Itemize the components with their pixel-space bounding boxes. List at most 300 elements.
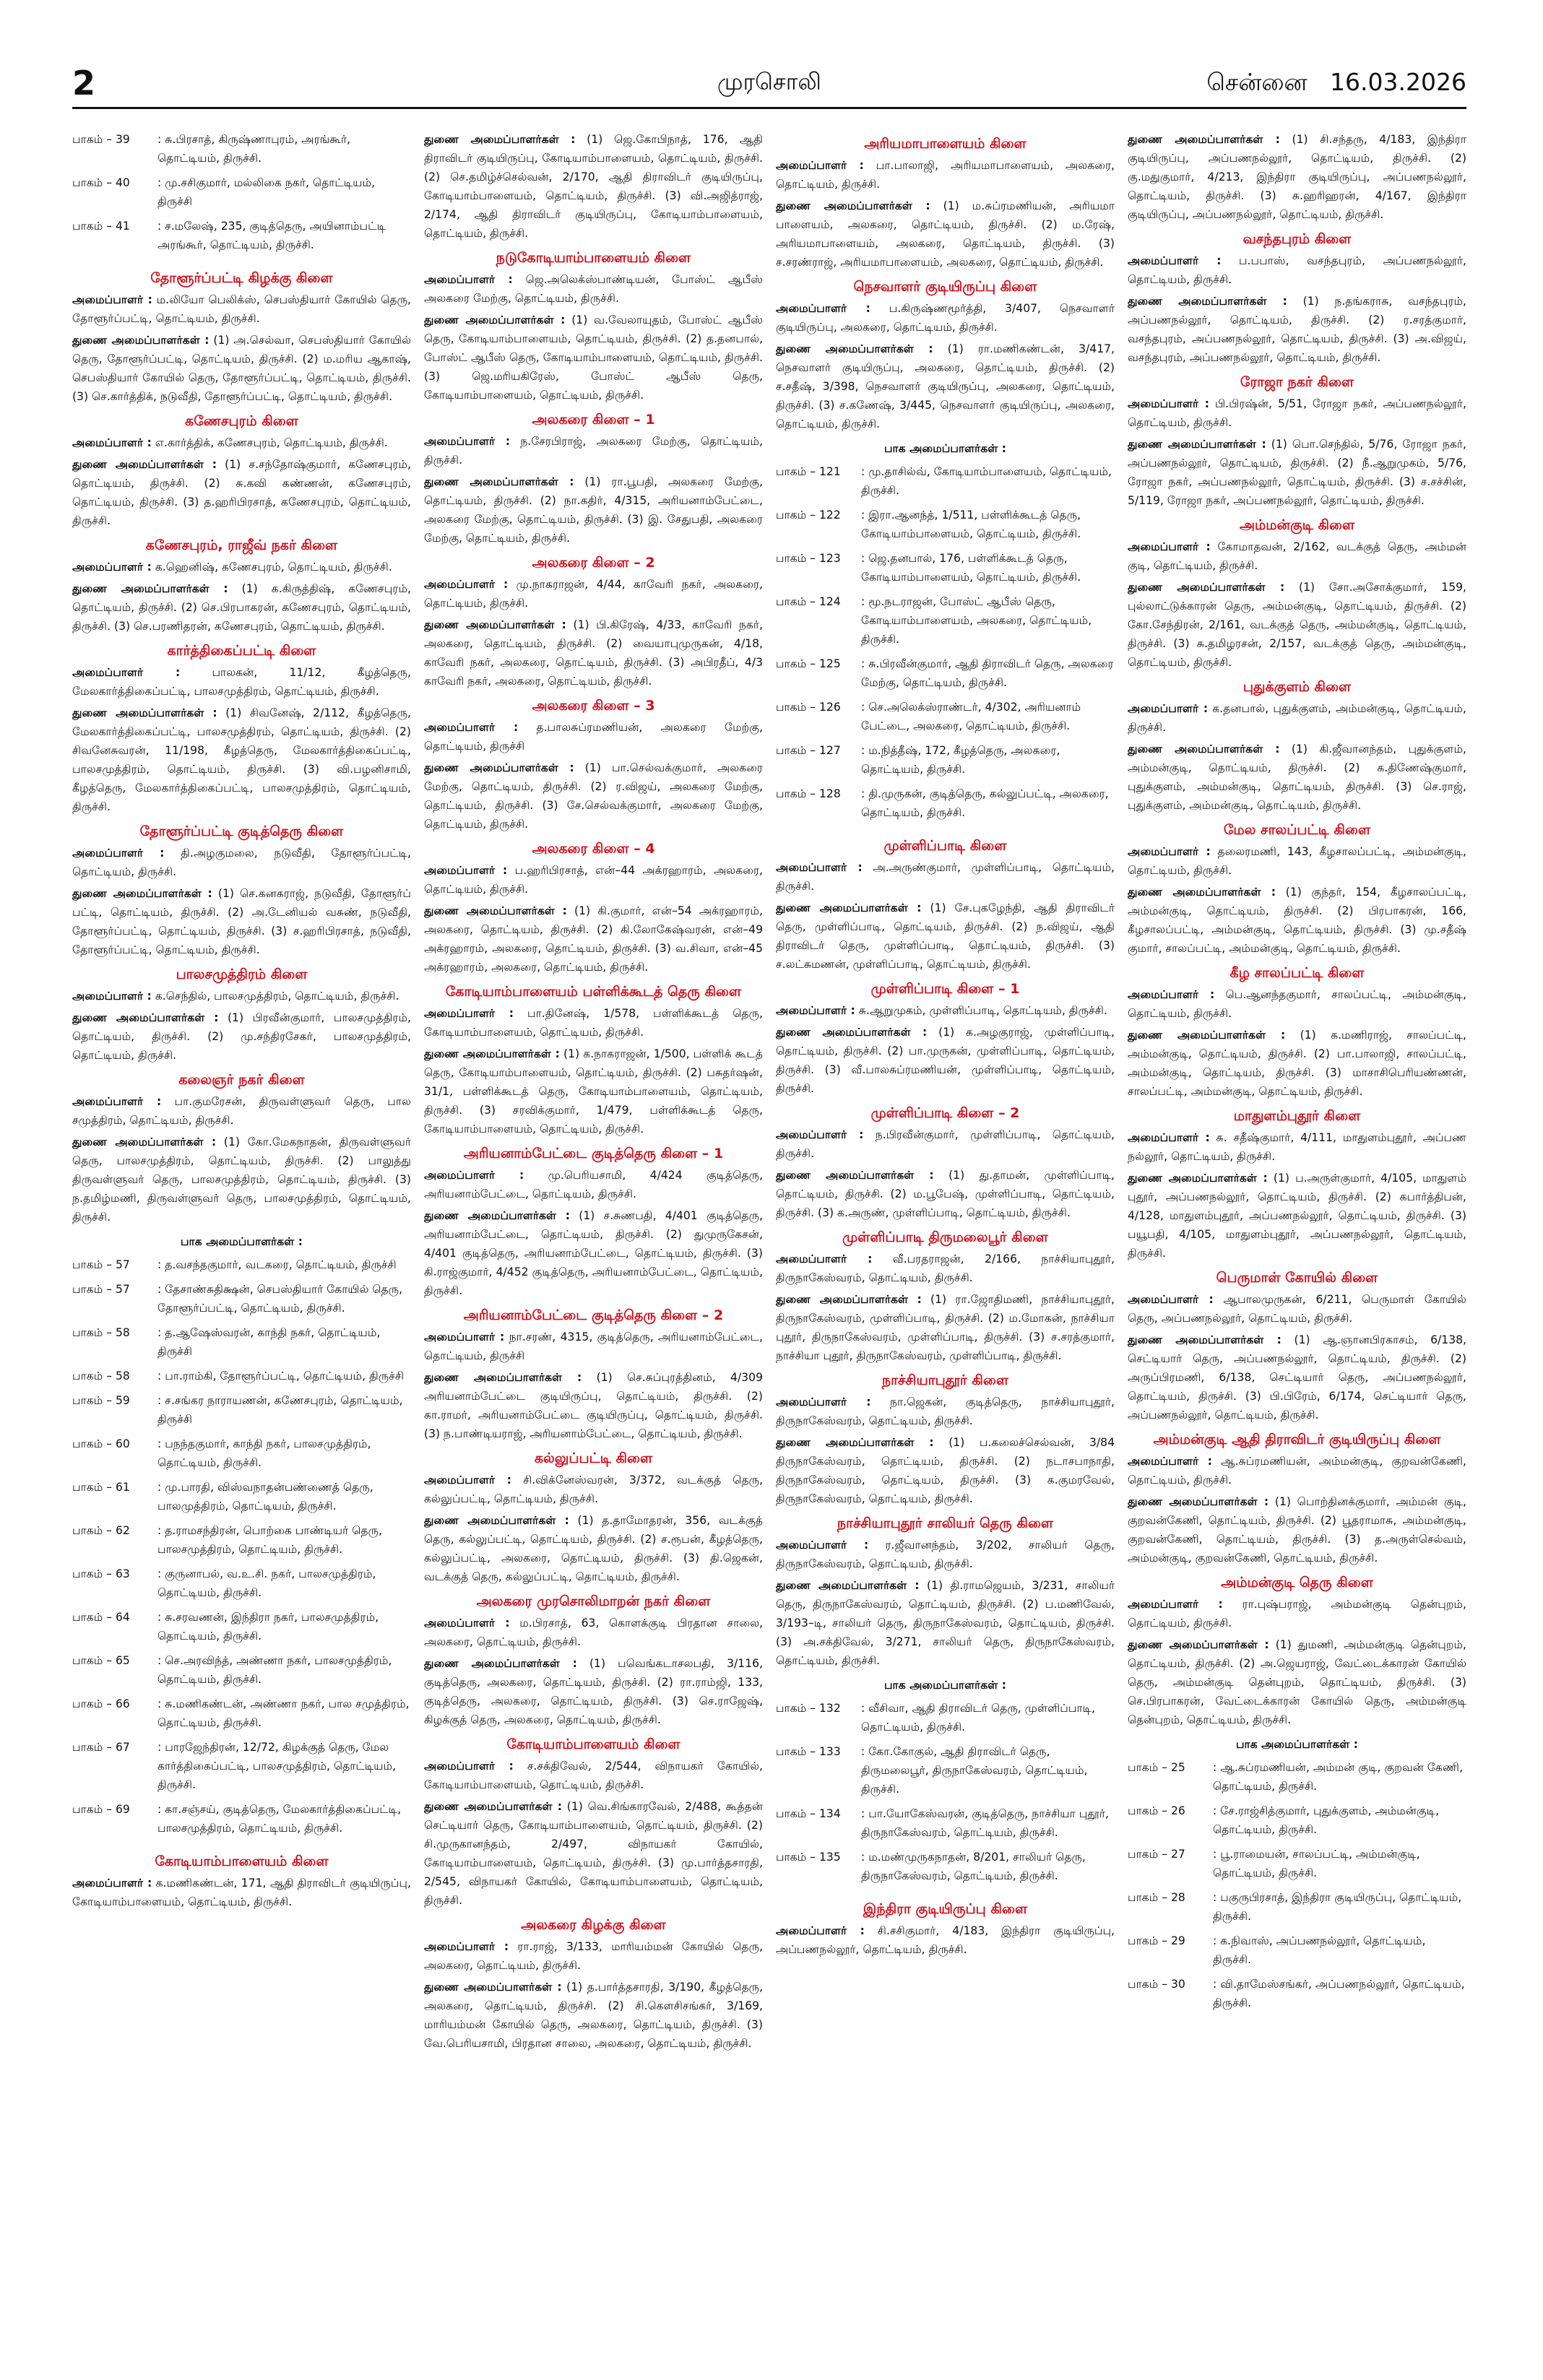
role-label: அமைப்பாளர் : — [1128, 397, 1209, 410]
booth-row — [776, 592, 1115, 649]
booth-number: பாகம் – 133 — [776, 1745, 841, 1758]
role-label: துணை அமைப்பாளர்கள் : — [776, 1026, 928, 1039]
member-details: (1) செ.சுப்புரத்தினம், 4/309 அரியனாம்பேட்டை குடியிருப்பு, தொட்டியம், திருச்சி. (2) கா.ராமர், அரியனாம்பேட்டை குடியிருப்பு, தொட்டியம், திருச்சி. (3) ந.பாண்டியராஜ், அரியனாம்பேட்டை, தொட்டியம், திருச்சி. — [424, 1371, 763, 1440]
branch-section — [72, 641, 411, 816]
booth-member: : ஆ.சுப்ரமணியன், அம்மன் குடி, குறவன் கேணி, தொட்டியம், திருச்சி. — [1213, 1761, 1464, 1793]
booth-number: பாகம் – 57 — [72, 1258, 130, 1271]
booth-row — [776, 741, 1115, 779]
booth-number: பாகம் – 61 — [72, 1481, 130, 1494]
member-entry — [72, 1008, 411, 1065]
member-details: மு.பெரியசாமி, 4/424 குடித்தெரு, அரியனாம்பேட்டை, தொட்டியம், திருச்சி. — [424, 1169, 763, 1200]
section-title: மாதுளம்புதூர் கிளை — [1233, 1108, 1361, 1124]
page-header — [72, 64, 1466, 103]
member-details: (1) பிரவீன்குமார், பாலசமுத்திரம், தொட்டியம், திருச்சி. (2) மு.சந்திரசேகர், பாலசமுத்திரம், தொட்டியம், திருச்சி. — [72, 1011, 411, 1062]
member-entry — [1128, 1026, 1466, 1101]
role-label: துணை அமைப்பாளர்கள் : — [1128, 133, 1280, 146]
member-details: எ.கார்த்திக், கணேசபுரம், தொட்டியம், திருச்சி. — [151, 436, 388, 449]
branch-section — [776, 836, 1115, 974]
role-label: அமைப்பாளர் : — [776, 1539, 869, 1552]
member-entry — [1128, 130, 1466, 224]
member-entry — [1128, 1169, 1466, 1263]
role-label: அமைப்பாளர் : — [424, 864, 508, 877]
member-details: பா.தினேஷ், 1/578, பள்ளிக்கூடத் தெரு, கோடியாம்பாளையம், தொட்டியம், திருச்சி. — [424, 1007, 763, 1039]
role-label: அமைப்பாளர் : — [1128, 254, 1222, 267]
member-details: (1) க.கிருத்திஷ், கணேசபுரம், தொட்டியம், திருச்சி. (2) செ.பிரபாகரன், கணேசபுரம், தொட்டியம், திருச்சி. (3) செ.பரணிதரன், கணேசபுரம், தொட்டியம், திருச்சி. — [72, 582, 411, 633]
booth-number: பாகம் – 27 — [1128, 1848, 1185, 1861]
branch-section — [1128, 516, 1466, 672]
member-details: (1) பொற்தினக்குமார், அம்மன் குடி, குறவன்கேணி, தொட்டியம், திருச்சி. (2) பூதராமாசு, அம்மன்குடி, குறவன்கேணி, தொட்டியம், திருச்சி. (3) த.அருள்செல்வம், அம்மன்குடி, குறவன்கேணி, தொட்டியம், திருச்சி. — [1128, 1495, 1466, 1565]
booth-member: : த.வசந்தகுமார், வடகரை, தொட்டியம், திருச்சி — [157, 1258, 397, 1271]
branch-section — [424, 553, 763, 691]
member-entry — [72, 579, 411, 636]
member-details: பி.பிரஷ்ன், 5/51, ரோஜா நகர், அப்பணநல்லூர், தொட்டியம், திருச்சி. — [1128, 397, 1466, 429]
member-entry — [1128, 1635, 1466, 1729]
branch-section — [72, 1852, 411, 1911]
booth-member: : கா.சஞ்சய், குடித்தெரு, மேலகார்த்திகைப்பட்டி, பாலசமுத்திரம், தொட்டியம், திருச்சி. — [157, 1803, 402, 1835]
role-label: துணை அமைப்பாளர்கள் : — [1128, 886, 1276, 899]
member-details: (1) த.தாமோதரன், 356, வடக்குத் தெரு, கல்லுப்பட்டி, தொட்டியம், திருச்சி. (2) ச.ரூபன், கீழத்தெரு, கல்லுப்பட்டி, அலகரை, தொட்டியம், திருச்சி. (3) தி.ஜெகன், வடக்குத் தெரு, கல்லுப்பட்டி, தொட்டியம், திருச்சி. — [424, 1514, 763, 1583]
section-title: அரியனாம்பேட்டை குடித்தெரு கிளை – 1 — [463, 1146, 724, 1161]
member-details: ந.பிரவீன்குமார், முள்ளிப்பாடி, தொட்டியம், திருச்சி. — [776, 1128, 1115, 1160]
role-label: துணை அமைப்பாளர்கள் : — [424, 1371, 582, 1384]
booth-number: பாகம் – 69 — [72, 1803, 130, 1816]
member-entry — [1128, 1330, 1466, 1424]
role-label: அமைப்பாளர் : — [1128, 1598, 1223, 1611]
branch-section — [424, 410, 763, 548]
section-title: கோடியாம்பாளையம் பள்ளிக்கூடத் தெரு கிளை — [445, 984, 742, 1000]
member-details: (1) சிவனேஷ், 2/112, கீழத்தெரு, மேலகார்த்திகைப்பட்டி, பாலசமுத்திரம், தொட்டியம், திருச்சி. (2) சிவனேசுவரன், 11/198, கீழத்தெரு, மேலகார்த்திகைப்பட்டி, பாலசமுத்திரம், தொட்டியம், திருச்சி. (3) வி.பழனிசாமி, கீழத்தெரு, மேலகார்த்திகைப்பட்டி, பாலசமுத்திரம், தொட்டியம், திருச்சி. — [72, 706, 411, 813]
role-label: துணை அமைப்பாளர்கள் : — [776, 342, 933, 355]
member-details: (1) கி.குமார், என்–54 அக்ரஹாரம், அலகரை, தொட்டியம், திருச்சி. (2) கி.லோகேஷ்வரன், என்–49 அக்ரஹாரம், அலகரை, தொட்டியம், திருச்சி. (3) வ.சிவா, என்–45 அக்ரஹாரம், அலகரை, தொட்டியம், திருச்சி. — [424, 904, 763, 974]
dateline-city: சென்னை — [1206, 68, 1308, 96]
member-entry — [776, 1001, 1115, 1020]
booth-member: : க.நிவாஸ், அப்பணநல்லூர், தொட்டியம், திருச்சி. — [1213, 1934, 1426, 1966]
booth-row — [1128, 1845, 1466, 1882]
booth-row — [72, 1608, 411, 1645]
role-label: அமைப்பாளர் : — [1128, 988, 1215, 1001]
member-details: (1) சி.சந்தரு, 4/183, இந்திரா குடியிருப்பு, அப்பணநல்லூர், தொட்டியம், திருச்சி. (2) கு.மதுகுமார், 4/213, இந்திரா குடியிருப்பு, அப்பணநல்லூர், தொட்டியம், திருச்சி. (3) சு.ஹரிஹரன், 4/167, இந்திரா குடியிருப்பு, அப்பணநல்லூர், தொட்டியம், திருச்சி. — [1128, 133, 1466, 221]
section-title: அம்மன்குடி ஆதி திராவிடர் குடியிருப்பு கிளை — [1153, 1432, 1441, 1448]
member-entry — [1128, 435, 1466, 510]
role-label: துணை அமைப்பாளர்கள் : — [1128, 1495, 1269, 1508]
booth-row — [72, 1280, 411, 1317]
dateline-date: 16.03.2026 — [1330, 68, 1466, 96]
booth-member: : பாரஜேந்திரன், 12/72, கிழக்குத் தெரு, மேல கார்த்திகைப்பட்டி, பாலசமுத்திரம், தொட்டியம், திருச்சி. — [157, 1741, 397, 1791]
section-title: புதுக்குளம் கிளை — [1242, 679, 1352, 695]
columns — [72, 130, 1466, 2362]
member-entry — [72, 884, 411, 959]
booth-heading: பாக அமைப்பாளர்கள் : — [1235, 1738, 1359, 1751]
member-details: ஆபாலமுருகன், 6/211, பெருமாள் கோயில் தெரு, அப்பணநல்லூர், தொட்டியம், திருச்சி. — [1128, 1293, 1466, 1325]
section-title: தோளூர்ப்பட்டி கிழக்கு கிளை — [150, 270, 333, 286]
booth-member: : மூ.நடராஜன், போஸ்ட் ஆபீஸ் தெரு, கோடியாம்பாளையம், அலகரை, தொட்டியம், திருச்சி. — [861, 595, 1092, 646]
member-details: (1) சோ.அசோக்குமார், 159, புல்லாட்டுக்காரன் தெரு, அம்மன்குடி, தொட்டியம், திருச்சி. (2) கோ.சேந்திரன், 2/161, வடக்குத் தெரு, அம்மன்குடி, தொட்டியம், திருச்சி. (3) சு.தமிழரசன், 2/157, வடக்குத் தெரு, அம்மன்குடி, தொட்டியம், திருச்சி. — [1128, 581, 1466, 669]
role-label: அமைப்பாளர் : — [424, 1940, 509, 1953]
member-details: ப.ஹரிபிரசாத், என்–44 அக்ரஹாரம், அலகரை, தொட்டியம், திருச்சி. — [424, 864, 763, 896]
booth-number: பாகம் – 63 — [72, 1567, 130, 1580]
booth-number: பாகம் – 65 — [72, 1654, 130, 1667]
role-label: அமைப்பாளர் : — [424, 1007, 514, 1020]
booth-number: பாகம் – 26 — [1128, 1804, 1185, 1817]
member-entry — [1128, 699, 1466, 737]
booth-number: பாகம் – 58 — [72, 1369, 130, 1382]
branch-section — [1128, 1268, 1466, 1424]
branch-section — [424, 982, 763, 1138]
role-label: துணை அமைப்பாளர்கள் : — [1128, 1172, 1268, 1185]
section-title: கல்லுப்பட்டி கிளை — [534, 1450, 653, 1466]
branch-section — [776, 979, 1115, 1098]
booth-number: பாகம் – 59 — [72, 1394, 130, 1407]
role-label: அமைப்பாளர் : — [776, 1004, 855, 1017]
booth-row — [72, 1800, 411, 1838]
booth-row — [776, 654, 1115, 692]
member-details: (1) கி.ஜீவானந்தம், புதுக்குளம், அம்மன்குடி, தொட்டியம், திருச்சி. (2) க.திணேஷ்குமார், புதுக்குளம், அம்மன்குடி, தொட்டியம், திருச்சி. (3) செ.ராஜ், புதுக்குளம், அம்மன்குடி, தொட்டியம், திருச்சி. — [1128, 743, 1466, 812]
member-entry — [424, 472, 763, 548]
role-label: துணை அமைப்பாளர்கள் : — [72, 582, 228, 595]
role-label: துணை அமைப்பாளர்கள் : — [776, 901, 922, 914]
branch-section — [424, 1306, 763, 1443]
role-label: அமைப்பாளர் : — [1128, 1455, 1212, 1468]
branch-section — [776, 1900, 1115, 1959]
member-entry — [424, 901, 763, 977]
member-entry — [424, 1044, 763, 1138]
member-details: க.செந்தில், பாலசமுத்திரம், தொட்டியம், திருச்சி. — [151, 990, 399, 1003]
section-title: அம்மன்குடி தெரு கிளை — [1221, 1575, 1373, 1591]
member-details: ப.பபாஸ், வசந்தபுரம், அப்பணநல்லூர், தொட்டியம், திருச்சி. — [1128, 254, 1466, 286]
member-details: பா.குமரேசன், திருவள்ளுவர் தெரு, பால சமுத்திரம், தொட்டியம், திருச்சி. — [72, 1095, 411, 1127]
booth-heading: பாக அமைப்பாளர்கள் : — [180, 1235, 303, 1248]
section-title: முள்ளிப்பாடி கிளை — [883, 838, 1007, 854]
role-label: அமைப்பாளர் : — [776, 1128, 864, 1141]
column-3 — [776, 130, 1115, 2362]
branch-section — [424, 1592, 763, 1729]
member-entry — [776, 1921, 1115, 1959]
member-entry — [1128, 1492, 1466, 1567]
member-entry — [72, 1133, 411, 1226]
member-details: த.பாலசுப்ரமணியன், அலகரை மேற்கு, தொட்டியம், திருச்சி — [424, 721, 763, 753]
booth-number: பாகம் – 62 — [72, 1524, 130, 1537]
section-title: பாலசமுத்திரம் கிளை — [176, 966, 308, 982]
member-details: (1) துமணி, அம்மன்குடி தென்புறம், தொட்டியம், திருச்சி. (2) அ.ஜெயராஜ், வேட்டைக்காரன் கோயில் தெரு, அம்மன்குடி தென்புறம், தொட்டியம், திருச்சி. (3) செ.பிரபாகரன், வேட்டைக்காரன் கோயில் தெரு, அம்மன்குடி தென்புறம், தொட்டியம், திருச்சி. — [1128, 1638, 1466, 1726]
member-details: ர.ஜீவானந்தம், 3/202, சாலியர் தெரு, திருநாகேஸ்வரம், தொட்டியம், திருச்சி. — [776, 1539, 1115, 1570]
branch-section — [424, 130, 763, 243]
member-details: ம.லியோ பெலிக்ஸ், செபஸ்தியார் கோயில் தெரு, தோளூர்ப்பட்டி, தொட்டியம், திருச்சி. — [72, 293, 411, 325]
member-entry — [776, 299, 1115, 337]
role-label: அமைப்பாளர் : — [424, 721, 519, 734]
member-details: அ.அருண்குமார், முள்ளிப்பாடி, தொட்டியம், திருச்சி. — [776, 861, 1115, 893]
booth-number: பாகம் – 123 — [776, 552, 841, 565]
booth-number: பாகம் – 134 — [776, 1807, 841, 1820]
booth-row — [1128, 1888, 1466, 1926]
booth-member: : சு.பிரவீன்குமார், ஆதி திராவிடர் தெரு, அலகரை மேற்கு, தொட்டியம், திருச்சி. — [861, 657, 1114, 689]
booth-member: : கோ.கோகுல், ஆதி திராவிடர் தெரு, திருமலைபூர், திருநாகேஸ்வரம், தொட்டியம், திருச்சி. — [861, 1745, 1088, 1796]
member-entry — [424, 861, 763, 899]
section-title: நாச்சியாபுதூர் சாலியர் தெரு கிளை — [837, 1515, 1054, 1531]
member-details: (1) க.மணிராஜ், சாலப்பட்டி, அம்மன்குடி, தொட்டியம், திருச்சி. (2) பா.பாலாஜி, சாலப்பட்டி, அம்மன்குடி, தொட்டியம், திருச்சி. (3) மாசாசிபெரியண்ணன், சாலப்பட்டி, அம்மன்குடி, தொட்டியம், திருச்சி. — [1128, 1029, 1466, 1098]
booth-number: பாகம் – 125 — [776, 657, 841, 670]
booth-row — [72, 1323, 411, 1361]
role-label: துணை அமைப்பாளர்கள் : — [424, 475, 574, 488]
role-label: துணை அமைப்பாளர்கள் : — [424, 133, 576, 146]
member-entry — [72, 290, 411, 328]
section-title: கோடியாம்பாளையம் கிளை — [506, 1736, 680, 1752]
member-details: தலைரமணி, 143, கீழசாலப்பட்டி, அம்மன்குடி, தொட்டியம், திருச்சி. — [1128, 845, 1466, 877]
member-details: தி.அழகுமலை, நடுவீதி, தோளூர்ப்பட்டி, தொட்டியம், திருச்சி. — [72, 847, 411, 878]
member-details: (1) பா.செல்வக்குமார், அலகரை மேற்கு, தொட்டியம், திருச்சி. (2) ர.விஜய், அலகரை மேற்கு, தொட்டியம், திருச்சி. (3) சே.செல்வக்குமார், அலகரை மேற்கு, தொட்டியம், திருச்சி. — [424, 761, 763, 831]
role-label: துணை அமைப்பாளர்கள் : — [424, 618, 566, 631]
member-entry — [776, 1290, 1115, 1365]
branch-section — [424, 1449, 763, 1586]
role-label: துணை அமைப்பாளர்கள் : — [72, 887, 212, 900]
booth-row — [72, 130, 411, 168]
booth-heading: பாக அமைப்பாளர்கள் : — [883, 1679, 1007, 1692]
member-entry — [424, 1757, 763, 1794]
booth-row — [72, 173, 411, 211]
section-title: கலைஞர் நகர் கிளை — [178, 1072, 305, 1088]
member-entry — [1128, 740, 1466, 815]
member-details: (1) பி.கிரேஷ், 4/33, காவேரி நகர், அலகரை, தொட்டியம், திருச்சி. (2) வையாபுமுருகன், 4/18, காவேரி நகர், அலகரை, தொட்டியம், திருச்சி. (3) அபிரதீப், 4/3 காவேரி நகர், அலகரை, தொட்டியம், திருச்சி. — [424, 618, 763, 688]
section-title: நெசவாளர் குடியிருப்பு கிளை — [853, 279, 1037, 295]
member-entry — [776, 1023, 1115, 1098]
branch-section — [424, 696, 763, 834]
role-label: துணை அமைப்பாளர்கள் : — [1128, 743, 1280, 756]
booth-number: பாகம் – 28 — [1128, 1891, 1185, 1904]
booth-number: பாகம் – 30 — [1128, 1978, 1185, 1991]
booth-row — [776, 549, 1115, 587]
member-details: க.தனபால், புதுக்குளம், அம்மன்குடி, தொட்டியம், திருச்சி. — [1128, 702, 1466, 734]
role-label: அமைப்பாளர் : — [72, 1095, 162, 1108]
member-entry — [72, 455, 411, 530]
role-label: துணை அமைப்பாளர்கள் : — [776, 1436, 934, 1449]
member-details: சி.சசிகுமார், 4/183, இந்திரா குடியிருப்பு, அப்பணநல்லூர், தொட்டியம், திருச்சி. — [776, 1924, 1115, 1956]
section-title: தோளூர்ப்பட்டி குடித்தெரு கிளை — [139, 823, 344, 839]
member-entry — [776, 1166, 1115, 1222]
member-entry — [1128, 578, 1466, 672]
member-entry — [776, 1393, 1115, 1430]
member-details: (1) ந.தங்கராசு, வசந்தபுரம், அப்பணநல்லூர், தொட்டியம், திருச்சி. (2) ர.சரத்குமார், வசந்தபுரம், அப்பணநல்லூர், தொட்டியம், திருச்சி. (3) அ.விஜய், வசந்தபுரம், அப்பணநல்லூர், தொட்டியம், திருச்சி. — [1128, 295, 1466, 364]
member-details: கோமாதவன், 2/162, வடக்குத் தெரு, அம்மன் குடி, தொட்டியம், திருச்சி. — [1128, 540, 1466, 572]
section-title: அம்மன்குடி கிளை — [1239, 517, 1355, 533]
member-details: (1) கோ.மேகநாதன், திருவள்ளுவர் தெரு, பாலசமுத்திரம், தொட்டியம், திருச்சி. (2) பாலுத்து திருவள்ளுவர் தெரு, பாலசமுத்திரம், தொட்டியம், திருச்சி. (3) ந.தமிழ்மணி, திருவள்ளுவர் தெரு, பாலசமுத்திரம், தொட்டியம், திருச்சி. — [72, 1135, 411, 1224]
role-label: துணை அமைப்பாளர்கள் : — [1128, 1029, 1286, 1042]
booth-row — [776, 462, 1115, 500]
branch-section — [1128, 1107, 1466, 1263]
branch-section — [776, 1371, 1115, 1508]
booth-row — [1128, 1975, 1466, 2012]
member-details: ச.சக்திவேல், 2/544, விநாயகர் கோயில், கோடியாம்பாளையம், தொட்டியம், திருச்சி. — [424, 1760, 763, 1791]
member-details: சு.ஆறுமுகம், முள்ளிப்பாடி, தொட்டியம், திருச்சி. — [855, 1004, 1107, 1017]
role-label: அமைப்பாளர் : — [1128, 540, 1211, 553]
section-title: அலகரை கிளை – 4 — [532, 841, 655, 857]
member-entry — [424, 1368, 763, 1443]
booth-heading: பாக அமைப்பாளர்கள் : — [883, 442, 1007, 455]
role-label: துணை அமைப்பாளர்கள் : — [424, 1209, 571, 1222]
member-entry — [424, 575, 763, 613]
column-4 — [1128, 130, 1466, 2362]
section-title: ரோஜா நகர் கிளை — [1240, 374, 1354, 390]
member-entry — [72, 433, 411, 452]
role-label: அமைப்பாளர் : — [424, 435, 511, 448]
member-entry — [776, 196, 1115, 272]
section-title: கணேசபுரம் கிளை — [185, 413, 298, 429]
member-entry — [776, 1576, 1115, 1670]
branch-section — [72, 269, 411, 406]
booth-row — [72, 1478, 411, 1515]
member-entry — [424, 1206, 763, 1300]
booth-row — [776, 1742, 1115, 1799]
role-label: அமைப்பாளர் : — [424, 273, 513, 286]
member-entry — [776, 1536, 1115, 1573]
role-label: துணை அமைப்பாளர்கள் : — [1128, 581, 1285, 594]
booth-number: பாகம் – 124 — [776, 595, 841, 608]
section-title: முள்ளிப்பாடி திருமலைபூர் கிளை — [842, 1229, 1048, 1245]
section-title: நாச்சியாபுதூர் கிளை — [881, 1372, 1009, 1388]
member-entry — [776, 1433, 1115, 1508]
section-title: அலகரை கிழக்கு கிளை — [521, 1917, 666, 1933]
member-details: (1) த.பார்த்தசாரதி, 3/190, கீழத்தெரு, அலகரை, தொட்டியம், திருச்சி. (2) சி.கௌசிசங்கர், 3/169, மாரியம்மன் கோயில் தெரு, அலகரை, தொட்டியம், திருச்சி. (3) வே.பெரியசாமி, பிரதான சாலை, அலகரை, தொட்டியம், திருச்சி. — [424, 1981, 763, 2050]
role-label: துணை அமைப்பாளர்கள் : — [424, 1981, 562, 1994]
booth-row — [1128, 1931, 1466, 1969]
member-details: சி.விக்னேஸ்வரன், 3/372, வடக்குத் தெரு, கல்லுப்பட்டி, தொட்டியம், திருச்சி. — [424, 1474, 763, 1505]
member-details: (1) ரா.ஜோதிமணி, நாச்சியாபுதூர், திருநாகேஸ்வரம், முள்ளிப்பாடி, திருச்சி. (2) ம.மோகன், நாச்சியா புதூர், திருநாகேஸ்வரம், முள்ளிப்பாடி, திருச்சி. (3) ச.சரத்குமார், நாச்சியா புதூர், திருநாகேஸ்வரம், முள்ளிப்பாடி, திருச்சி. — [776, 1293, 1115, 1362]
member-entry — [72, 844, 411, 881]
role-label: துணை அமைப்பாளர்கள் : — [424, 1800, 563, 1813]
member-details: (1) ப.அருள்குமார், 4/105, மாதுளம் புதூர், அப்பணநல்லூர், தொட்டியம், திருச்சி. (2) கபார்த்திபன், 4/128, மாதுளம்புதூர், அப்பணநல்லூர், தொட்டியம், திருச்சி. (3) பயூபதி, 4/105, மாதுளம்புதூர், அப்பணநல்லூர், தொட்டியம், திருச்சி. — [1128, 1172, 1466, 1260]
role-label: அமைப்பாளர் : — [1128, 1293, 1214, 1306]
booth-number: பாகம் – 66 — [72, 1697, 130, 1710]
role-label: அமைப்பாளர் : — [72, 561, 152, 574]
booth-member: : குருனாபல், வ.உ.சி. நகர், பாலசமுத்திரம், தொட்டியம், திருச்சி. — [157, 1567, 376, 1599]
member-entry — [1128, 1290, 1466, 1328]
branch-section — [1128, 1430, 1466, 1567]
member-details: (1) க.அழகுராஜ், முள்ளிப்பாடி, தொட்டியம், திருச்சி. (2) பா.முருகன், முள்ளிப்பாடி, தொட்டியம், திருச்சி. (3) வீ.பாலசுப்ரமணியன், முள்ளிப்பாடி, தொட்டியம், திருச்சி. — [776, 1026, 1115, 1095]
role-label: துணை அமைப்பாளர்கள் : — [72, 706, 217, 719]
role-label: அமைப்பாளர் : — [776, 1924, 865, 1937]
booth-member: : பூ.ராமையன், சாலப்பட்டி, அம்மன்குடி, தொட்டியம், திருச்சி. — [1213, 1848, 1420, 1879]
role-label: துணை அமைப்பாளர்கள் : — [424, 313, 566, 326]
branch-section — [72, 965, 411, 1065]
member-entry — [776, 1250, 1115, 1287]
booth-row — [72, 1521, 411, 1559]
section-title: கணேசபுரம், ராஜீவ் நகர் கிளை — [145, 537, 338, 553]
branch-section — [72, 412, 411, 530]
booth-number: பாகம் – 121 — [776, 465, 841, 478]
branch-section — [424, 1735, 763, 1910]
booth-row — [72, 1435, 411, 1472]
role-label: துணை அமைப்பாளர்கள் : — [424, 1657, 577, 1670]
member-entry — [424, 615, 763, 691]
member-details: நா.சரண், 4315, குடித்தெரு, அரியனாம்பேட்டை, தொட்டியம், திருச்சி — [424, 1330, 763, 1362]
booth-member: : ம.மண்முருகநாதன், 8/201, சாலியர் தெரு, திருநாகேஸ்வரம், தொட்டியம், திருச்சி. — [861, 1851, 1086, 1882]
member-entry — [424, 1937, 763, 1975]
booth-row — [776, 1848, 1115, 1885]
role-label: அமைப்பாளர் : — [424, 1330, 505, 1343]
member-entry — [424, 1654, 763, 1729]
role-label: அமைப்பாளர் : — [776, 1395, 871, 1408]
section-title: அரியமாபாளையம் கிளை — [864, 136, 1026, 152]
role-label: அமைப்பாளர் : — [72, 666, 181, 679]
booth-row — [776, 1804, 1115, 1842]
member-details: ம.பிரசாத், 63, கொளக்குடி பிரதான சாலை, அலகரை, தொட்டியம், திருச்சி. — [424, 1617, 763, 1648]
member-details: ரா.ராஜ், 3/133, மாரியம்மன் கோயில் தெரு, அலகரை, தொட்டியம், திருச்சி. — [424, 1940, 763, 1972]
role-label: அமைப்பாளர் : — [424, 1760, 514, 1773]
branch-section — [776, 134, 1115, 272]
role-label: அமைப்பாளர் : — [776, 1252, 873, 1265]
booth-member: : பா.ராம்கி, தோளூர்ப்பட்டி, தொட்டியம், திருச்சி — [157, 1369, 405, 1382]
member-details: (1) ப.கலைச்செல்வன், 3/84 திருநாகேஸ்வரம், தொட்டியம், திருச்சி. (2) நடாசபாநாதி, திருநாகேஸ்வரம், தொட்டியம், திருச்சி. (3) க.குமரவேல், திருநாகேஸ்வரம், தொட்டியம், திருச்சி. — [776, 1436, 1115, 1505]
role-label: துணை அமைப்பாளர்கள் : — [776, 1293, 922, 1306]
role-label: அமைப்பாளர் : — [1128, 845, 1211, 858]
member-entry — [72, 987, 411, 1005]
role-label: அமைப்பாளர் : — [424, 578, 509, 591]
booth-member: : சு.சரவணன், இந்திரா நகர், பாலசமுத்திரம், தொட்டியம், திருச்சி. — [157, 1611, 379, 1643]
member-entry — [424, 1004, 763, 1042]
role-label: அமைப்பாளர் : — [776, 302, 870, 315]
member-details: (1) ஆ.ஞானபிரகாசம், 6/138, செட்டியார் தெரு, அப்பணநல்லூர், தொட்டியம், திருச்சி. (2) அருப்பிரமணி, 6/138, செட்டியார் தெரு, அப்பணநல்லூர், தொட்டியம், திருச்சி. (3) பி.பிரேம், 6/174, செட்டியார் தெரு, அப்பணநல்லூர், தொட்டியம், திருச்சி. — [1128, 1333, 1466, 1421]
member-entry — [1128, 883, 1466, 958]
booth-member: : தி.முருகன், குடித்தெரு, கல்லுப்பட்டி, அலகரை, தொட்டியம், திருச்சி. — [861, 787, 1109, 819]
member-entry — [776, 339, 1115, 433]
member-details: நா.ஜெகன், குடித்தெரு, நாச்சியாபுதூர், திருநாகேஸ்வரம், தொட்டியம், திருச்சி. — [776, 1395, 1115, 1427]
booth-member: : இரா.ஆனந்த், 1/511, பள்ளிக்கூடத் தெரு, கோடியாம்பாளையம், தொட்டியம், திருச்சி. — [861, 509, 1081, 540]
member-details: (1) ஜெ.கோபிநாத், 176, ஆதி திராவிடர் குடியிருப்பு, கோடியாம்பாளையம், தொட்டியம், திருச்சி. (2) செ.தமிழ்ச்செல்வன், 2/170, ஆதி திராவிடர் குடியிருப்பு, கோடியாம்பாளையம், தொட்டியம், திருச்சி. (3) வி.அஜித்ராஜ், 2/174, ஆதி திராவிடர் குடியிருப்பு, கோடியாம்பாளையம், தொட்டியம், திருச்சி. — [424, 133, 763, 240]
booth-member: : பநந்தகுமார், காந்தி நகர், பாலசமுத்திரம், தொட்டியம், திருச்சி. — [157, 1437, 371, 1469]
member-details: பாலகன், 11/12, கீழத்தெரு, மேலகார்த்திகைப்பட்டி, பாலசமுத்திரம், தொட்டியம், திருச்சி. — [72, 666, 411, 698]
member-entry — [1128, 985, 1466, 1023]
role-label: அமைப்பாளர் : — [776, 861, 863, 874]
role-label: துணை அமைப்பாளர்கள் : — [424, 904, 567, 917]
member-details: ஜெ.அலெக்ஸ்பாண்டியன், போஸ்ட் ஆபீஸ் அலகரை மேற்கு, தொட்டியம், திருச்சி. — [424, 273, 763, 305]
booth-row — [72, 1391, 411, 1429]
role-label: துணை அமைப்பாளர்கள் : — [776, 199, 930, 212]
booth-number: பாகம் – 29 — [1128, 1934, 1185, 1947]
booth-member: : செ.அலெக்ஸ்ராண்டர், 4/302, அரியனாம் பேட்டை, அலகரை, தொட்டியம், திருச்சி. — [861, 701, 1081, 732]
branch-section — [72, 822, 411, 959]
member-entry — [1128, 1128, 1466, 1166]
member-entry — [424, 1166, 763, 1203]
section-title: அரியனாம்பேட்டை குடித்தெரு கிளை – 2 — [463, 1307, 724, 1323]
booth-row — [1128, 1801, 1466, 1839]
member-entry — [72, 704, 411, 816]
booth-number: பாகம் – 39 — [72, 133, 130, 146]
section-title: கோடியாம்பாளையம் கிளை — [155, 1853, 329, 1869]
role-label: அமைப்பாளர் : — [776, 159, 864, 172]
member-details: ந.சேரபிராஜ், அலகரை மேற்கு, தொட்டியம், திருச்சி. — [424, 435, 763, 467]
member-details: (1) ரா.மணிகண்டன், 3/417, நெசவாளர் குடியிருப்பு, அலகரை, தொட்டியம், திருச்சி. (2) ச.சதீஷ், 3/398, நெசவாளர் குடியிருப்பு, அலகரை, தொட்டியம், திருச்சி. (3) ச.கணேஷ், 3/445, நெசவாளர் குடியிருப்பு, அலகரை, தொட்டியம், திருச்சி. — [776, 342, 1115, 430]
role-label: துணை அமைப்பாளர்கள் : — [424, 1514, 569, 1527]
role-label: அமைப்பாளர் : — [72, 990, 152, 1003]
booth-row — [1128, 1758, 1466, 1796]
branch-section — [424, 248, 763, 404]
member-details: சு. சதீஷ்குமார், 4/111, மாதுளம்புதூர், அப்பண நல்லூர், தொட்டியம், திருச்சி. — [1128, 1131, 1466, 1163]
dateline — [1206, 68, 1466, 100]
column-2 — [424, 130, 763, 2362]
booth-member: : வீசிவா, ஆதி திராவிடர் தெரு, முள்ளிப்பாடி, தொட்டியம், திருச்சி. — [861, 1702, 1096, 1734]
member-details: ரா.புஷ்பராஜ், அம்மன்குடி தென்புறம், தொட்டியம், திருச்சி. — [1128, 1598, 1466, 1630]
member-details: வீ.பரதராஜன், 2/166, நாச்சியாபுதூர், திருநாகேஸ்வரம், தொட்டியம், திருச்சி. — [776, 1252, 1115, 1284]
member-details: ப.கிருஷ்ணமூர்த்தி, 3/407, நெசவாளர் குடியிருப்பு, அலகரை, தொட்டியம், திருச்சி. — [776, 302, 1115, 334]
booth-number: பாகம் – 64 — [72, 1611, 130, 1624]
booth-row — [72, 1651, 411, 1689]
member-details: பா.பாலாஜி, அரியமாபாளையம், அலகரை, தொட்டியம், திருச்சி. — [776, 159, 1115, 191]
member-entry — [1128, 394, 1466, 432]
role-label: அமைப்பாளர் : — [72, 847, 165, 860]
booth-number: பாகம் – 128 — [776, 787, 841, 800]
section-title: அலகரை கிளை – 2 — [532, 555, 655, 571]
role-label: துணை அமைப்பாளர்கள் : — [72, 334, 209, 347]
booth-number: பாகம் – 40 — [72, 176, 130, 189]
branch-section — [776, 1228, 1115, 1365]
